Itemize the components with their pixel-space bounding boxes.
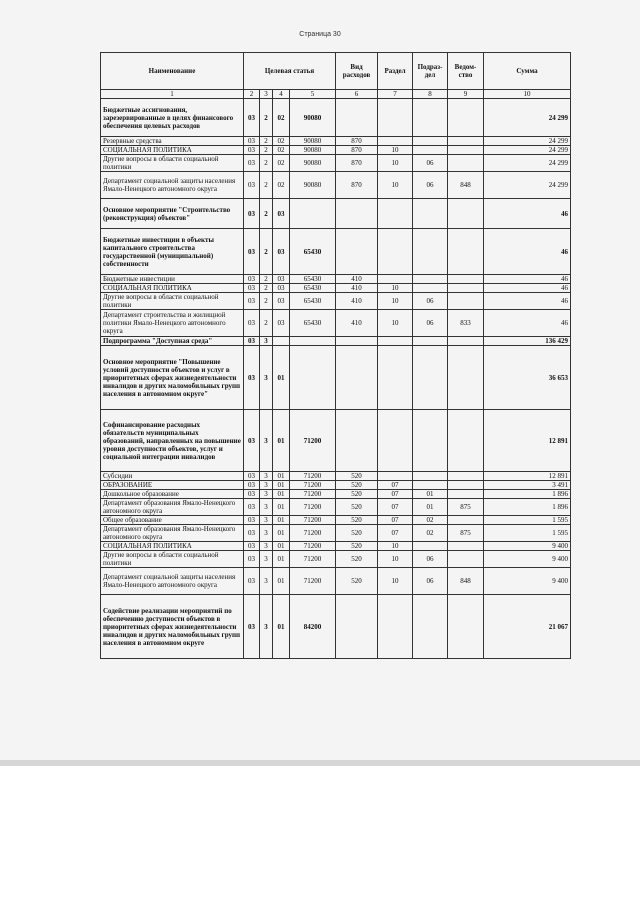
row-name: Резервные средства (101, 137, 244, 146)
department-code (448, 595, 484, 659)
section-code: 10 (378, 293, 413, 310)
subsection-code: 06 (413, 310, 448, 337)
target-code-subprogram: 2 (260, 172, 273, 199)
expense-type-code: 870 (336, 155, 378, 172)
page-number: Страница 30 (299, 31, 341, 38)
header-row (101, 53, 571, 90)
department-code (448, 472, 484, 481)
expense-type-code: 410 (336, 284, 378, 293)
column-number: 4 (273, 90, 290, 99)
target-code-direction: 65430 (290, 310, 336, 337)
target-code-activity: 03 (273, 275, 290, 284)
target-code-subprogram: 2 (260, 199, 273, 229)
target-code-program: 03 (244, 472, 260, 481)
budget-table (100, 52, 571, 659)
expense-type-code (336, 229, 378, 275)
department-code (448, 146, 484, 155)
table-row (101, 346, 571, 410)
sum-value: 46 (484, 310, 571, 337)
target-code-direction: 65430 (290, 229, 336, 275)
department-code (448, 137, 484, 146)
row-name: Бюджетные инвестиции в объекты капитального строительства государственной (муниципальной) собственности (101, 229, 244, 275)
table-row (101, 99, 571, 137)
row-name: Бюджетные ассигнования, зарезервированные в целях финансового обеспечения целевых расходов (101, 99, 244, 137)
target-code-direction: 90080 (290, 137, 336, 146)
expense-type-code (336, 346, 378, 410)
subsection-code (413, 481, 448, 490)
section-code: 10 (378, 551, 413, 568)
table-row (101, 275, 571, 284)
table-row (101, 542, 571, 551)
target-code-subprogram: 3 (260, 595, 273, 659)
table-row (101, 525, 571, 542)
target-code-activity: 01 (273, 516, 290, 525)
target-code-direction: 71200 (290, 516, 336, 525)
column-number: 10 (484, 90, 571, 99)
department-code (448, 199, 484, 229)
sum-value: 24 299 (484, 137, 571, 146)
expense-type-code: 520 (336, 472, 378, 481)
target-code-direction: 90080 (290, 146, 336, 155)
target-code-activity: 02 (273, 155, 290, 172)
department-code (448, 275, 484, 284)
header-department: Ведом-ство (448, 53, 484, 90)
subsection-code (413, 99, 448, 137)
target-code-activity: 01 (273, 346, 290, 410)
subsection-code: 06 (413, 568, 448, 595)
department-code (448, 516, 484, 525)
sum-value: 136 429 (484, 337, 571, 346)
sum-value: 9 400 (484, 542, 571, 551)
target-code-subprogram: 2 (260, 229, 273, 275)
department-code (448, 410, 484, 472)
column-number: 9 (448, 90, 484, 99)
expense-type-code (336, 99, 378, 137)
expense-type-code: 520 (336, 568, 378, 595)
target-code-direction (290, 346, 336, 410)
header-sum: Сумма (484, 53, 571, 90)
target-code-subprogram: 2 (260, 99, 273, 137)
row-name: ОБРАЗОВАНИЕ (101, 481, 244, 490)
target-code-activity: 02 (273, 137, 290, 146)
table-row (101, 595, 571, 659)
expense-type-code: 520 (336, 490, 378, 499)
target-code-activity: 01 (273, 568, 290, 595)
department-code: 848 (448, 568, 484, 595)
target-code-program: 03 (244, 275, 260, 284)
target-code-direction: 65430 (290, 293, 336, 310)
column-number-row (101, 90, 571, 99)
target-code-program: 03 (244, 551, 260, 568)
expense-type-code: 410 (336, 310, 378, 337)
target-code-subprogram: 2 (260, 310, 273, 337)
target-code-subprogram: 3 (260, 346, 273, 410)
column-number: 3 (260, 90, 273, 99)
target-code-subprogram: 2 (260, 146, 273, 155)
target-code-direction: 71200 (290, 490, 336, 499)
row-name: Содействие реализации мероприятий по обеспечению доступности объектов в приоритетных сферах жизнедеятельности инвалидов и других маломобильных групп населения в автономном округе (101, 595, 244, 659)
subsection-code (413, 542, 448, 551)
section-code: 10 (378, 284, 413, 293)
row-name: Другие вопросы в области социальной политики (101, 293, 244, 310)
section-code: 07 (378, 516, 413, 525)
section-code (378, 99, 413, 137)
expense-type-code: 870 (336, 172, 378, 199)
target-code-program: 03 (244, 155, 260, 172)
target-code-program: 03 (244, 310, 260, 337)
expense-type-code: 520 (336, 499, 378, 516)
target-code-subprogram: 3 (260, 472, 273, 481)
target-code-direction: 90080 (290, 155, 336, 172)
target-code-activity: 01 (273, 410, 290, 472)
table-row (101, 137, 571, 146)
expense-type-code: 870 (336, 146, 378, 155)
department-code: 875 (448, 525, 484, 542)
section-code (378, 472, 413, 481)
target-code-activity: 03 (273, 284, 290, 293)
target-code-activity: 03 (273, 229, 290, 275)
target-code-program: 03 (244, 346, 260, 410)
department-code (448, 229, 484, 275)
table-row (101, 199, 571, 229)
subsection-code (413, 472, 448, 481)
target-code-subprogram: 3 (260, 516, 273, 525)
target-code-subprogram: 3 (260, 499, 273, 516)
subsection-code (413, 146, 448, 155)
row-name: СОЦИАЛЬНАЯ ПОЛИТИКА (101, 146, 244, 155)
sum-value: 1 896 (484, 499, 571, 516)
subsection-code: 01 (413, 499, 448, 516)
column-number: 1 (101, 90, 244, 99)
target-code-activity: 01 (273, 499, 290, 516)
table-row (101, 499, 571, 516)
row-name: Основное мероприятие "Повышение условий доступности объектов и услуг в приоритетных сферах жизнедеятельности инвалидов и других маломобильных групп населения в автономном округе" (101, 346, 244, 410)
header-section: Раздел (378, 53, 413, 90)
section-code: 10 (378, 146, 413, 155)
row-name: Другие вопросы в области социальной политики (101, 551, 244, 568)
sum-value: 1 896 (484, 490, 571, 499)
department-code (448, 481, 484, 490)
subsection-code: 06 (413, 293, 448, 310)
target-code-subprogram: 3 (260, 410, 273, 472)
section-code: 07 (378, 490, 413, 499)
target-code-program: 03 (244, 542, 260, 551)
target-code-subprogram: 3 (260, 542, 273, 551)
table-row (101, 551, 571, 568)
department-code: 833 (448, 310, 484, 337)
row-name: Департамент образования Ямало-Ненецкого автономного округа (101, 499, 244, 516)
target-code-direction: 65430 (290, 284, 336, 293)
target-code-direction: 84200 (290, 595, 336, 659)
section-code (378, 199, 413, 229)
target-code-program: 03 (244, 490, 260, 499)
target-code-subprogram: 2 (260, 293, 273, 310)
target-code-program: 03 (244, 293, 260, 310)
section-code: 10 (378, 310, 413, 337)
sum-value: 3 491 (484, 481, 571, 490)
header-expense-type: Вид расходов (336, 53, 378, 90)
row-name: Департамент строительства и жилищной политики Ямало-Ненецкого автономного округа (101, 310, 244, 337)
target-code-direction (290, 337, 336, 346)
target-code-direction: 90080 (290, 99, 336, 137)
target-code-subprogram: 3 (260, 551, 273, 568)
sum-value: 24 299 (484, 146, 571, 155)
sum-value: 24 299 (484, 155, 571, 172)
subsection-code: 06 (413, 172, 448, 199)
department-code (448, 99, 484, 137)
target-code-program: 03 (244, 595, 260, 659)
target-code-program: 03 (244, 199, 260, 229)
sum-value: 46 (484, 293, 571, 310)
table-row (101, 172, 571, 199)
expense-type-code (336, 199, 378, 229)
subsection-code: 02 (413, 516, 448, 525)
row-name: СОЦИАЛЬНАЯ ПОЛИТИКА (101, 284, 244, 293)
section-code: 07 (378, 525, 413, 542)
sum-value: 1 595 (484, 525, 571, 542)
expense-type-code: 520 (336, 542, 378, 551)
target-code-program: 03 (244, 137, 260, 146)
subsection-code (413, 410, 448, 472)
expense-type-code: 410 (336, 293, 378, 310)
row-name: Субсидии (101, 472, 244, 481)
target-code-subprogram: 2 (260, 284, 273, 293)
target-code-program: 03 (244, 525, 260, 542)
table-row (101, 310, 571, 337)
column-number: 2 (244, 90, 260, 99)
subsection-code (413, 199, 448, 229)
row-name: Подпрограмма "Доступная среда" (101, 337, 244, 346)
table-row (101, 490, 571, 499)
department-code (448, 490, 484, 499)
table-row (101, 293, 571, 310)
sum-value: 12 891 (484, 472, 571, 481)
department-code (448, 284, 484, 293)
target-code-program: 03 (244, 99, 260, 137)
target-code-direction: 71200 (290, 499, 336, 516)
sum-value: 9 400 (484, 551, 571, 568)
department-code (448, 155, 484, 172)
section-code: 10 (378, 172, 413, 199)
target-code-program: 03 (244, 172, 260, 199)
sum-value: 46 (484, 229, 571, 275)
section-code: 10 (378, 568, 413, 595)
table-body (101, 99, 571, 659)
section-code: 10 (378, 155, 413, 172)
row-name: Бюджетные инвестиции (101, 275, 244, 284)
column-number: 7 (378, 90, 413, 99)
sum-value: 21 067 (484, 595, 571, 659)
table-row (101, 568, 571, 595)
target-code-subprogram: 2 (260, 275, 273, 284)
sum-value: 1 595 (484, 516, 571, 525)
section-code (378, 595, 413, 659)
target-code-direction: 71200 (290, 568, 336, 595)
section-code: 07 (378, 499, 413, 516)
header-subsection: Подраз-дел (413, 53, 448, 90)
target-code-activity: 01 (273, 542, 290, 551)
column-number: 6 (336, 90, 378, 99)
expense-type-code: 410 (336, 275, 378, 284)
section-code (378, 275, 413, 284)
target-code-activity: 03 (273, 199, 290, 229)
table-row (101, 284, 571, 293)
target-code-direction: 71200 (290, 472, 336, 481)
table-row (101, 337, 571, 346)
subsection-code (413, 137, 448, 146)
section-code: 07 (378, 481, 413, 490)
target-code-subprogram: 3 (260, 481, 273, 490)
target-code-activity: 01 (273, 472, 290, 481)
target-code-program: 03 (244, 499, 260, 516)
table-row (101, 516, 571, 525)
subsection-code (413, 275, 448, 284)
department-code (448, 346, 484, 410)
row-name: Основное мероприятие "Строительство (реконструкция) объектов" (101, 199, 244, 229)
target-code-activity: 01 (273, 481, 290, 490)
target-code-activity: 02 (273, 99, 290, 137)
subsection-code (413, 346, 448, 410)
expense-type-code: 870 (336, 137, 378, 146)
department-code (448, 293, 484, 310)
target-code-activity: 03 (273, 293, 290, 310)
sum-value: 12 891 (484, 410, 571, 472)
target-code-program: 03 (244, 568, 260, 595)
target-code-direction (290, 199, 336, 229)
column-number: 8 (413, 90, 448, 99)
expense-type-code: 520 (336, 481, 378, 490)
subsection-code: 02 (413, 525, 448, 542)
target-code-direction: 71200 (290, 481, 336, 490)
target-code-direction: 65430 (290, 275, 336, 284)
expense-type-code (336, 410, 378, 472)
subsection-code: 06 (413, 155, 448, 172)
department-code (448, 542, 484, 551)
target-code-activity: 03 (273, 310, 290, 337)
target-code-activity: 01 (273, 525, 290, 542)
table-row (101, 481, 571, 490)
target-code-subprogram: 2 (260, 137, 273, 146)
sum-value: 46 (484, 199, 571, 229)
target-code-activity: 01 (273, 551, 290, 568)
target-code-direction: 90080 (290, 172, 336, 199)
target-code-activity: 01 (273, 490, 290, 499)
table-row (101, 472, 571, 481)
target-code-program: 03 (244, 481, 260, 490)
row-name: Департамент социальной защиты населения Ямало-Ненецкого автономного округа (101, 172, 244, 199)
table-row (101, 155, 571, 172)
section-code (378, 346, 413, 410)
target-code-activity: 02 (273, 172, 290, 199)
target-code-direction: 71200 (290, 542, 336, 551)
section-code: 10 (378, 542, 413, 551)
row-name: Софинансирование расходных обязательств муниципальных образований, направленных на повышение уровня доступности объектов, услуг и социальной интеграции инвалидов (101, 410, 244, 472)
section-code (378, 229, 413, 275)
sum-value: 46 (484, 284, 571, 293)
target-code-program: 03 (244, 337, 260, 346)
subsection-code: 06 (413, 551, 448, 568)
header-name: Наименование (101, 53, 244, 90)
row-name: Общее образование (101, 516, 244, 525)
subsection-code: 01 (413, 490, 448, 499)
department-code: 848 (448, 172, 484, 199)
target-code-program: 03 (244, 284, 260, 293)
table-row (101, 146, 571, 155)
target-code-program: 03 (244, 410, 260, 472)
sum-value: 9 400 (484, 568, 571, 595)
target-code-program: 03 (244, 229, 260, 275)
target-code-subprogram: 3 (260, 525, 273, 542)
subsection-code (413, 595, 448, 659)
department-code (448, 551, 484, 568)
target-code-subprogram: 3 (260, 568, 273, 595)
row-name: Дошкольное образование (101, 490, 244, 499)
target-code-subprogram: 3 (260, 337, 273, 346)
page-edge (0, 760, 640, 766)
department-code (448, 337, 484, 346)
sum-value: 24 299 (484, 99, 571, 137)
expense-type-code: 520 (336, 525, 378, 542)
section-code (378, 410, 413, 472)
target-code-subprogram: 3 (260, 490, 273, 499)
row-name: Департамент социальной защиты населения Ямало-Ненецкого автономного округа (101, 568, 244, 595)
table-row (101, 229, 571, 275)
subsection-code (413, 284, 448, 293)
sum-value: 46 (484, 275, 571, 284)
target-code-subprogram: 2 (260, 155, 273, 172)
target-code-direction: 71200 (290, 551, 336, 568)
expense-type-code (336, 595, 378, 659)
section-code (378, 337, 413, 346)
column-number: 5 (290, 90, 336, 99)
row-name: Другие вопросы в области социальной политики (101, 155, 244, 172)
target-code-activity: 02 (273, 146, 290, 155)
target-code-program: 03 (244, 146, 260, 155)
target-code-activity (273, 337, 290, 346)
target-code-direction: 71200 (290, 410, 336, 472)
subsection-code (413, 337, 448, 346)
section-code (378, 137, 413, 146)
sum-value: 36 653 (484, 346, 571, 410)
sum-value: 24 299 (484, 172, 571, 199)
target-code-direction: 71200 (290, 525, 336, 542)
expense-type-code (336, 337, 378, 346)
department-code: 875 (448, 499, 484, 516)
expense-type-code: 520 (336, 551, 378, 568)
target-code-activity: 01 (273, 595, 290, 659)
table-row (101, 410, 571, 472)
row-name: СОЦИАЛЬНАЯ ПОЛИТИКА (101, 542, 244, 551)
expense-type-code: 520 (336, 516, 378, 525)
row-name: Департамент образования Ямало-Ненецкого автономного округа (101, 525, 244, 542)
target-code-program: 03 (244, 516, 260, 525)
subsection-code (413, 229, 448, 275)
header-target-article: Целевая статья (244, 53, 336, 90)
